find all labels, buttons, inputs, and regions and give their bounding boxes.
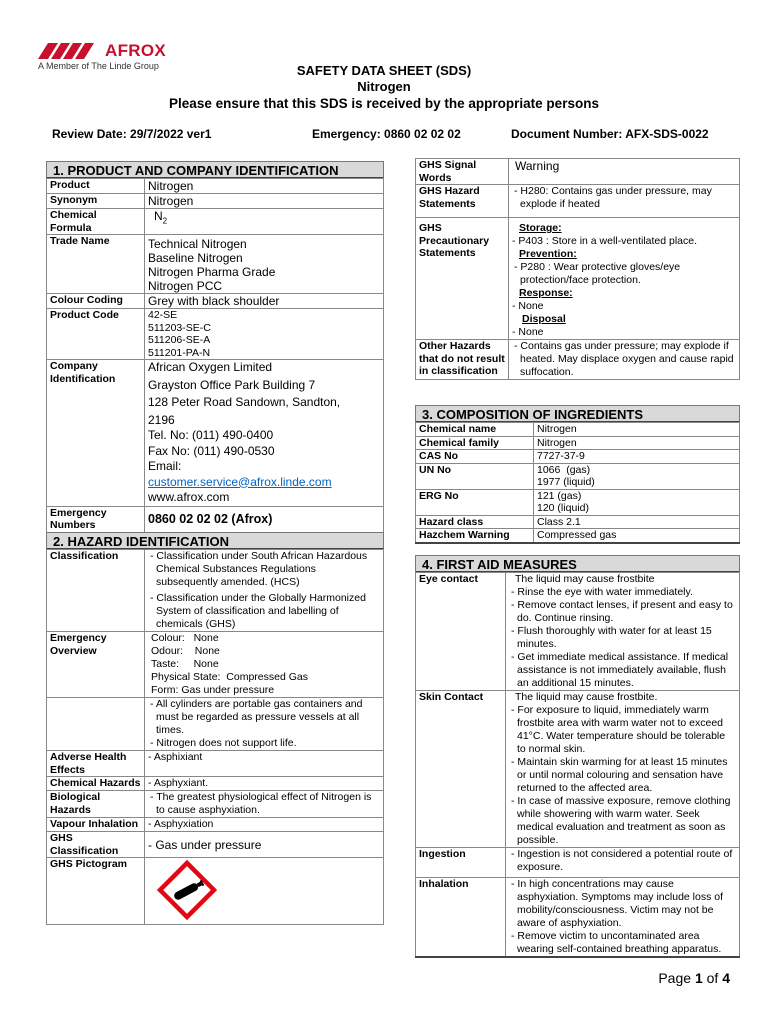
hazard-statements-value: - H280: Contains gas under pressure, may explode if heated: [509, 185, 740, 218]
signal-words-label: GHS Signal Words: [416, 159, 509, 185]
company-values: African Oxygen Limited Grayston Office Park Building 7 128 Peter Road Sandown, Sandton, 2196 Tel. No: (011) 490-0400 Fax No: (011) 490-0530 Email: customer.service@afrox.linde.com www.afrox.com: [145, 360, 384, 507]
inhalation-label: Inhalation: [416, 878, 506, 958]
eye-contact-values: The liquid may cause frostbite - Rinse the eye with water immediately. - Remove contact lenses, if present and easy to do. Continue rinsing. - Flush thoroughly with water for at least 15 minutes. - Get immediate medical assistance. If medical assistance is not immediately available, flush an additional 15 minutes.: [506, 573, 740, 691]
ghs-classification-value: - Gas under pressure: [145, 832, 384, 858]
product-title: Nitrogen: [357, 79, 411, 94]
composition-key: Chemical family: [416, 436, 534, 450]
colour-coding-label: Colour Coding: [47, 294, 145, 309]
composition-value: Nitrogen: [534, 436, 740, 450]
distribution-notice: Please ensure that this SDS is received by the appropriate persons: [169, 96, 599, 111]
chemical-hazards-label: Chemical Hazards: [47, 777, 145, 791]
emergency-number: Emergency: 0860 02 02 02: [312, 127, 461, 141]
emergency-value: 0860 02 02 02 (Afrox): [145, 506, 384, 533]
emergency-overview-values: Colour: None Odour: None Taste: None Physical State: Compressed Gas Form: Gas under pressure: [145, 632, 384, 698]
skin-contact-values: The liquid may cause frostbite. - For exposure to liquid, immediately warm frostbite area with warm water not to exceed 41°C. Water temperature should be tolerable to normal skin. - Maintain skin warming for at least 15 minutes or until normal colouring and sensation have returned to the affected area. - In case of massive exposure, remove clothing while showering with warm water. Seek medical evaluation and treatment as soon as possible.: [506, 691, 740, 848]
afrox-stripes-icon: [38, 42, 102, 60]
ghs-pictogram-cell: [145, 858, 384, 925]
ghs-classification-label: GHS Classification: [47, 832, 145, 858]
ingestion-value: - Ingestion is not considered a potential route of exposure.: [506, 848, 740, 878]
composition-value: Nitrogen: [534, 423, 740, 437]
synonym-value: Nitrogen: [145, 194, 384, 209]
composition-table: [415, 422, 740, 544]
website: www.afrox.com: [148, 490, 230, 504]
skin-contact-label: Skin Contact: [416, 691, 506, 848]
colour-coding-value: Grey with black shoulder: [145, 294, 384, 309]
other-hazards-label: Other Hazards that do not result in classification: [416, 340, 509, 380]
vapour-inhalation-label: Vapour Inhalation: [47, 818, 145, 832]
hazard-statements-label: GHS Hazard Statements: [416, 185, 509, 218]
brand-name: AFROX: [105, 41, 166, 60]
email-link[interactable]: customer.service@afrox.linde.com: [148, 474, 332, 489]
composition-value: 1066 (gas) 1977 (liquid): [534, 463, 740, 489]
composition-key: Hazard class: [416, 515, 534, 529]
adverse-health-label: Adverse Health Effects: [47, 751, 145, 777]
composition-key: Chemical name: [416, 423, 534, 437]
composition-value: 121 (gas) 120 (liquid): [534, 489, 740, 515]
chemical-hazards-value: - Asphyxiant.: [145, 777, 384, 791]
brand-tagline: A Member of The Linde Group: [38, 61, 159, 71]
section-3-heading: 3. COMPOSITION OF INGREDIENTS: [415, 405, 740, 423]
synonym-label: Synonym: [47, 194, 145, 209]
section-1-heading: 1. PRODUCT AND COMPANY IDENTIFICATION: [46, 161, 384, 179]
gas-cylinder-icon: [157, 860, 217, 920]
product-value: Nitrogen: [145, 179, 384, 194]
formula-value: $N_2$: [145, 209, 384, 235]
section-2-table: [46, 549, 384, 925]
precautionary-label: GHS Precautionary Statements: [416, 218, 509, 340]
first-aid-table: [415, 572, 740, 958]
composition-key: CAS No: [416, 450, 534, 464]
composition-value: Class 2.1: [534, 515, 740, 529]
biological-hazards-value: - The greatest physiological effect of Nitrogen is to cause asphyxiation.: [145, 791, 384, 818]
precautionary-values: Storage: - P403 : Store in a well-ventilated place. Prevention: - P280 : Wear protective gloves/eye protection/face protection. Response: - None Disposal - None: [509, 218, 740, 340]
composition-key: ERG No: [416, 489, 534, 515]
composition-value: 7727-37-9: [534, 450, 740, 464]
vapour-inhalation-value: - Asphyxiation: [145, 818, 384, 832]
section-2-heading: 2. HAZARD IDENTIFICATION: [46, 532, 384, 550]
document-title: SAFETY DATA SHEET (SDS): [296, 63, 472, 78]
inhalation-values: - In high concentrations may cause asphyxiation. Symptoms may include loss of mobility/consciousness. Victim may not be aware of asphyxiation. - Remove victim to uncontaminated area wearing self-contained breathing apparatus.: [506, 878, 740, 958]
formula-label: Chemical Formula: [47, 209, 145, 235]
section-4-heading: 4. FIRST AID MEASURES: [415, 555, 740, 573]
product-code-label: Product Code: [47, 309, 145, 360]
adverse-health-value: - Asphixiant: [145, 751, 384, 777]
product-label: Product: [47, 179, 145, 194]
trade-name-label: Trade Name: [47, 235, 145, 294]
classification-values: - Classification under South African Hazardous Chemical Substances Regulations subsequently amended. (HCS) - Classification under the Globally Harmonized System of classification and labelling of chemicals (GHS): [145, 550, 384, 632]
signal-words-value: Warning: [509, 159, 740, 185]
composition-value: Compressed gas: [534, 529, 740, 543]
section-1-table: [46, 178, 384, 534]
product-code-values: 42-SE 511203-SE-C 511206-SE-A 511201-PA-N: [145, 309, 384, 360]
biological-hazards-label: Biological Hazards: [47, 791, 145, 818]
classification-label: Classification: [47, 550, 145, 632]
cylinder-notes: - All cylinders are portable gas containers and must be regarded as pressure vessels at all times. - Nitrogen does not support life.: [145, 698, 384, 751]
page-number: Page 1 of 4: [658, 970, 730, 986]
ghs-table: [415, 158, 740, 380]
document-number: Document Number: AFX-SDS-0022: [511, 127, 709, 141]
trade-name-values: Technical Nitrogen Baseline Nitrogen Nitrogen Pharma Grade Nitrogen PCC: [145, 235, 384, 294]
emergency-overview-label: Emergency Overview: [47, 632, 145, 698]
composition-key: Hazchem Warning: [416, 529, 534, 543]
emergency-label: Emergency Numbers: [47, 506, 145, 533]
company-label: Company Identification: [47, 360, 145, 507]
review-date: Review Date: 29/7/2022 ver1: [52, 127, 212, 141]
ghs-pictogram-label: GHS Pictogram: [47, 858, 145, 925]
composition-key: UN No: [416, 463, 534, 489]
eye-contact-label: Eye contact: [416, 573, 506, 691]
other-hazards-value: - Contains gas under pressure; may explode if heated. May displace oxygen and cause rapid suffocation.: [509, 340, 740, 380]
ingestion-label: Ingestion: [416, 848, 506, 878]
